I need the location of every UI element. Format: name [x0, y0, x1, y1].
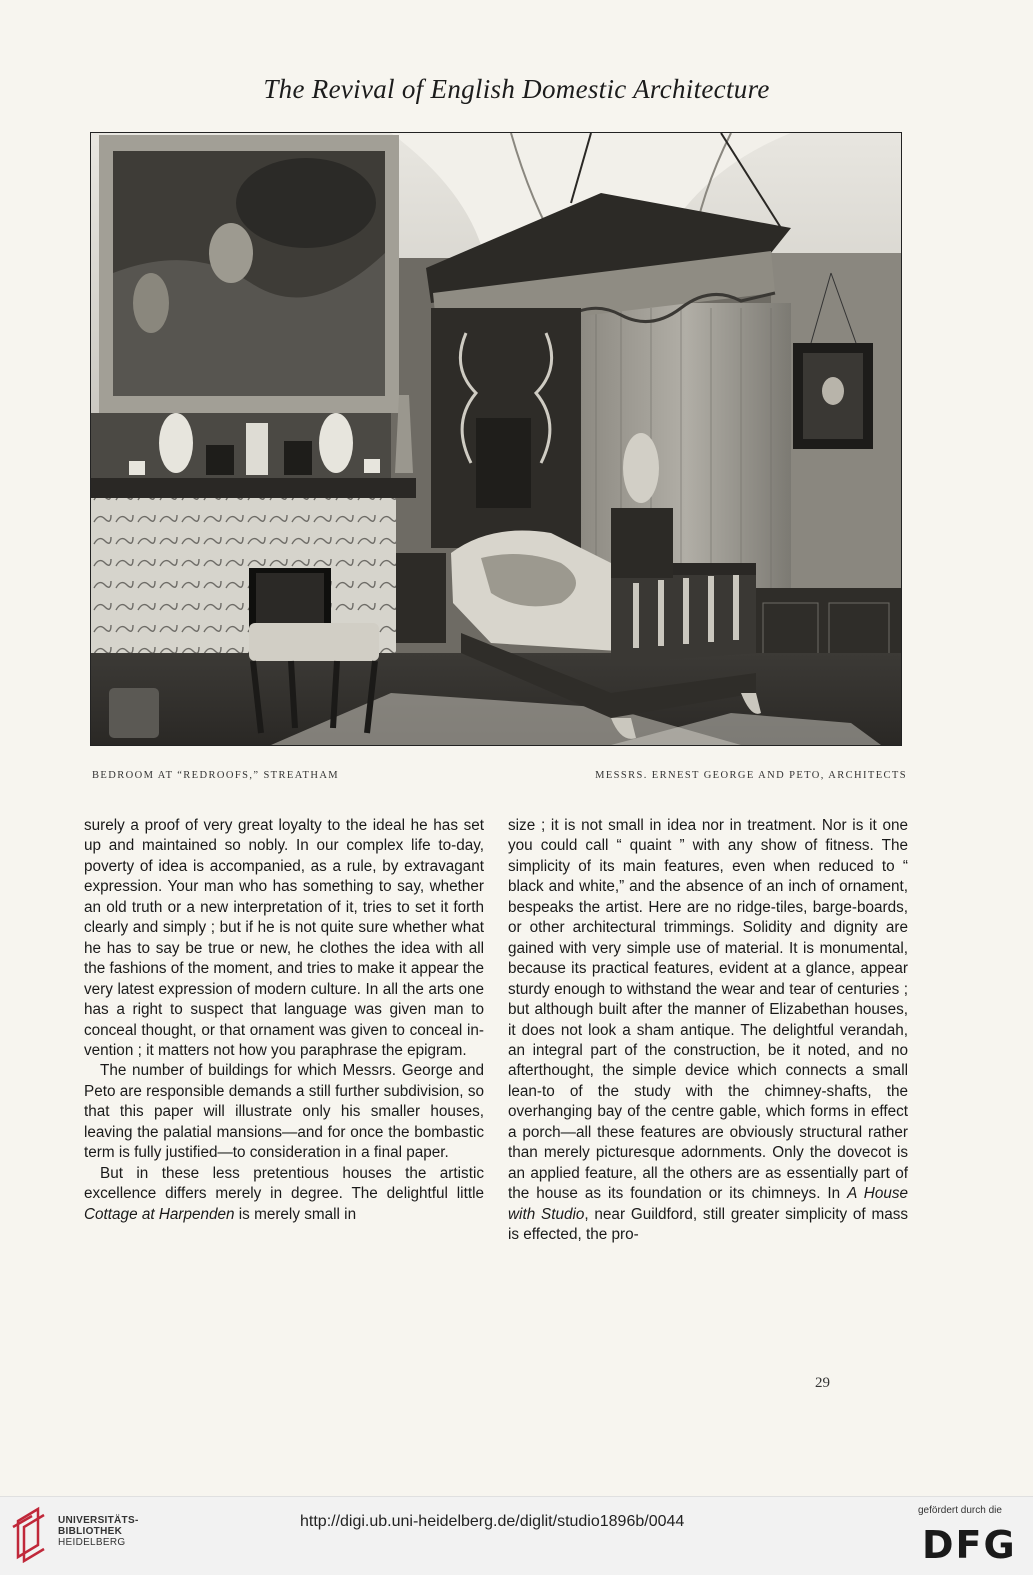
digitization-footer: [0, 1496, 1033, 1575]
photo-caption-credit: MESSRS. ERNEST GEORGE AND PETO, ARCHITECTS: [595, 770, 907, 781]
text-run: size ; it is not small in idea nor in treatment. Nor is it one you could call “ quaint ” with any show of fitness. The simplicity of its main features, even when reduced to “ black and white,” and the absence of an inch of ornament, bespeaks the artist. Here are no ridge-tiles, barge-boards, or other architectural trimmings. Solidity and dignity are gained with very simple use of material. It is monumental, because its practical features, evident at a glance, appear sturdy enough to withstand the wear and tear of centuries ; but although built after the manner of Elizabethan houses, it does not look a sham antique. The delightful verandah, an integral part of the construction, be it noted, and no afterthought, the simple device which connects a small lean-to of the study with the chimney-shafts, the overhanging bay of the centre gable, which forms in effect a porch—all these features are obviously structural rather than merely picturesque adornments. Only the dovecot is an applied feature, all the others are as essentially part of the house as its foundation or its chimneys. In: [508, 817, 908, 1203]
library-name-line: UNIVERSITÄTS-: [58, 1515, 139, 1526]
text-run: But in these less pretentious houses the artistic excellence differs merely in degree. The delightful little: [84, 1164, 484, 1203]
paragraph: [508, 816, 908, 1246]
right-text-column: [508, 816, 908, 1246]
photo-caption-title: BEDROOM AT “REDROOFS,” STREATHAM: [92, 770, 340, 781]
library-name-line: BIBLIOTHEK: [58, 1526, 123, 1537]
left-text-column: [84, 816, 484, 1225]
text-run: , near Guildford, still greater simplicity of mass is effected, the pro-: [508, 1205, 909, 1244]
running-title: The Revival of English Domestic Architecture: [263, 74, 770, 104]
dfg-logo: DFG: [922, 1523, 1017, 1567]
bedroom-photograph: [90, 132, 902, 746]
funding-label: gefördert durch die: [918, 1505, 1002, 1516]
italic-title: Cottage at Harpenden: [84, 1205, 235, 1223]
library-name: [58, 1515, 139, 1548]
paragraph: The number of buildings for which Messrs. George and Peto are responsible demands a still further subdivision, so that this paper will illustrate only his smaller houses, leaving the palatial mansions—and for once the bombastic term is fully justified—to consideration in a final paper.: [84, 1062, 484, 1162]
paragraph: surely a proof of very great loyalty to the ideal he has set up and maintained so nobly. In our complex life to-day, poverty of idea is accompanied, as a rule, by extravagant expression. Your man who has something to say, whether an old truth or a new interpretation of it, tries to set it forth clearly and simply ; but if he is not quite sure whether what he has to say be true or new, he clothes the idea with all the fashions of the moment, and tries to make it appear the very latest expression of modern culture. In all the arts one has a right to suspect that language was given man to conceal thought, or that ornament was given to conceal invention ; it matters not how you paraphrase the epigram.: [84, 817, 484, 1059]
italic-title: A House with Studio: [508, 1185, 908, 1223]
permalink-url[interactable]: http://digi.ub.uni-heidelberg.de/diglit/studio1896b/0044: [300, 1513, 685, 1530]
library-name-line: HEIDELBERG: [58, 1537, 126, 1548]
text-run: is merely small in: [234, 1205, 357, 1223]
paragraph: [84, 1164, 484, 1225]
university-library-logo-icon: [10, 1505, 50, 1563]
page-number: 29: [815, 1375, 830, 1391]
